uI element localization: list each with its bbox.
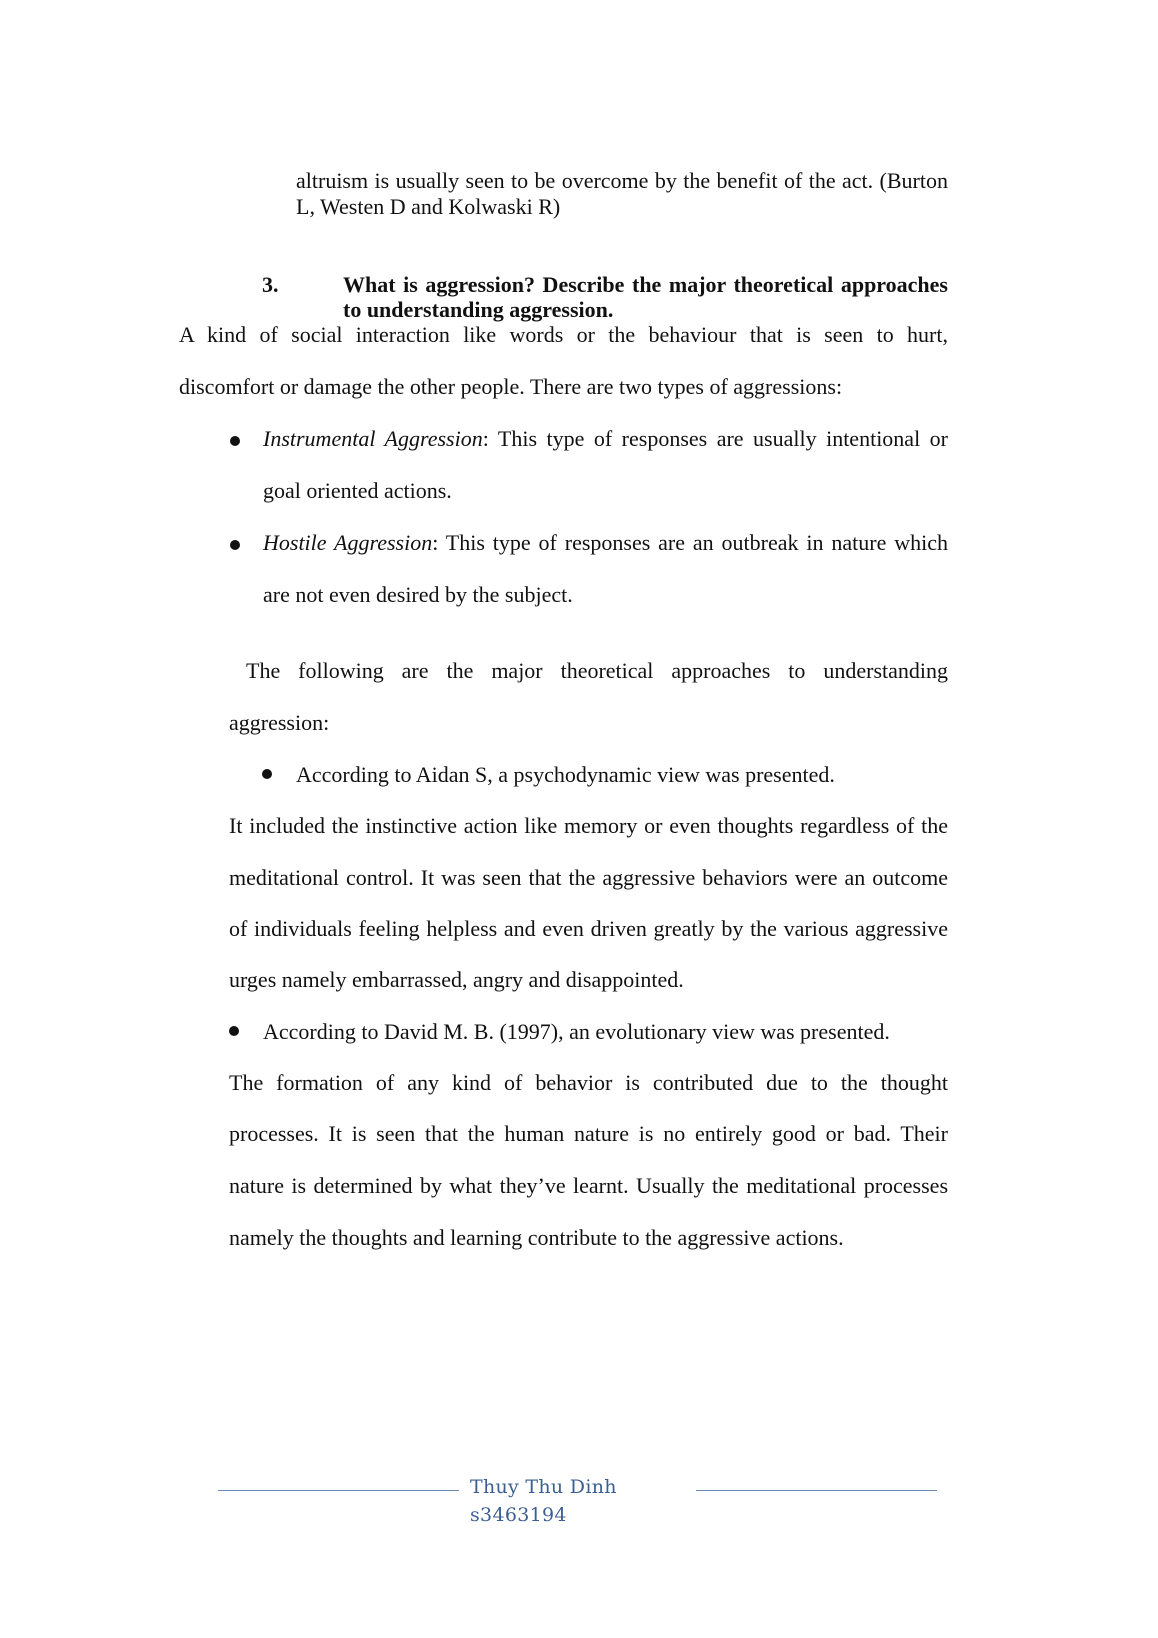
psychodynamic-line-2: meditational control. It was seen that the aggressive behaviors were an outcome <box>229 865 948 890</box>
bullet-dot <box>230 540 240 550</box>
question-heading-line-2: to understanding aggression. <box>343 297 614 322</box>
footer-rule-left <box>218 1490 459 1491</box>
intro-line-2: L, Westen D and Kolwaski R) <box>296 194 561 219</box>
psychodynamic-line-1: It included the instinctive action like memory or even thoughts regardless of the <box>229 813 948 838</box>
approaches-line-2: aggression: <box>229 710 330 735</box>
definition-line-1: A kind of social interaction like words or the behaviour that is seen to hurt, <box>179 322 948 347</box>
evolutionary-line-4: namely the thoughts and learning contribute to the aggressive actions. <box>229 1225 844 1250</box>
type-hostile-desc: : This type of responses are an outbreak in nature which <box>432 530 948 555</box>
evolutionary-line-1: The formation of any kind of behavior is contributed due to the thought <box>229 1070 948 1095</box>
evolutionary-line-3: nature is determined by what they’ve learnt. Usually the meditational processes <box>229 1173 948 1198</box>
type-hostile-term: Hostile Aggression <box>263 530 433 555</box>
type-instrumental-line-1 <box>263 426 948 452</box>
approaches-line-1: The following are the major theoretical approaches to understanding <box>246 658 948 683</box>
type-instrumental-line-2: goal oriented actions. <box>263 478 452 503</box>
footer-student-id: s3463194 <box>470 1504 567 1526</box>
bullet-dot <box>230 436 240 446</box>
intro-line-1: altruism is usually seen to be overcome by the benefit of the act. (Burton <box>296 168 948 193</box>
psychodynamic-line-4: urges namely embarrassed, angry and disappointed. <box>229 967 684 992</box>
evolutionary-bullet: According to David M. B. (1997), an evolutionary view was presented. <box>263 1019 890 1044</box>
bullet-dot <box>229 1026 239 1036</box>
psychodynamic-bullet: According to Aidan S, a psychodynamic view was presented. <box>296 762 835 787</box>
type-instrumental-term: Instrumental Aggression <box>263 426 483 451</box>
type-hostile-line-1 <box>263 530 948 556</box>
bullet-dot <box>262 769 272 779</box>
type-hostile-line-2: are not even desired by the subject. <box>263 582 573 607</box>
footer-rule-right <box>696 1490 937 1491</box>
definition-line-2: discomfort or damage the other people. There are two types of aggressions: <box>179 374 843 399</box>
type-instrumental-desc: : This type of responses are usually intentional or <box>482 426 948 451</box>
evolutionary-line-2: processes. It is seen that the human nature is no entirely good or bad. Their <box>229 1121 948 1146</box>
footer-author-name: Thuy Thu Dinh <box>470 1476 617 1498</box>
question-heading-line-1: What is aggression? Describe the major theoretical approaches <box>343 272 948 297</box>
psychodynamic-line-3: of individuals feeling helpless and even driven greatly by the various aggressive <box>229 916 948 941</box>
question-number: 3. <box>262 272 279 297</box>
